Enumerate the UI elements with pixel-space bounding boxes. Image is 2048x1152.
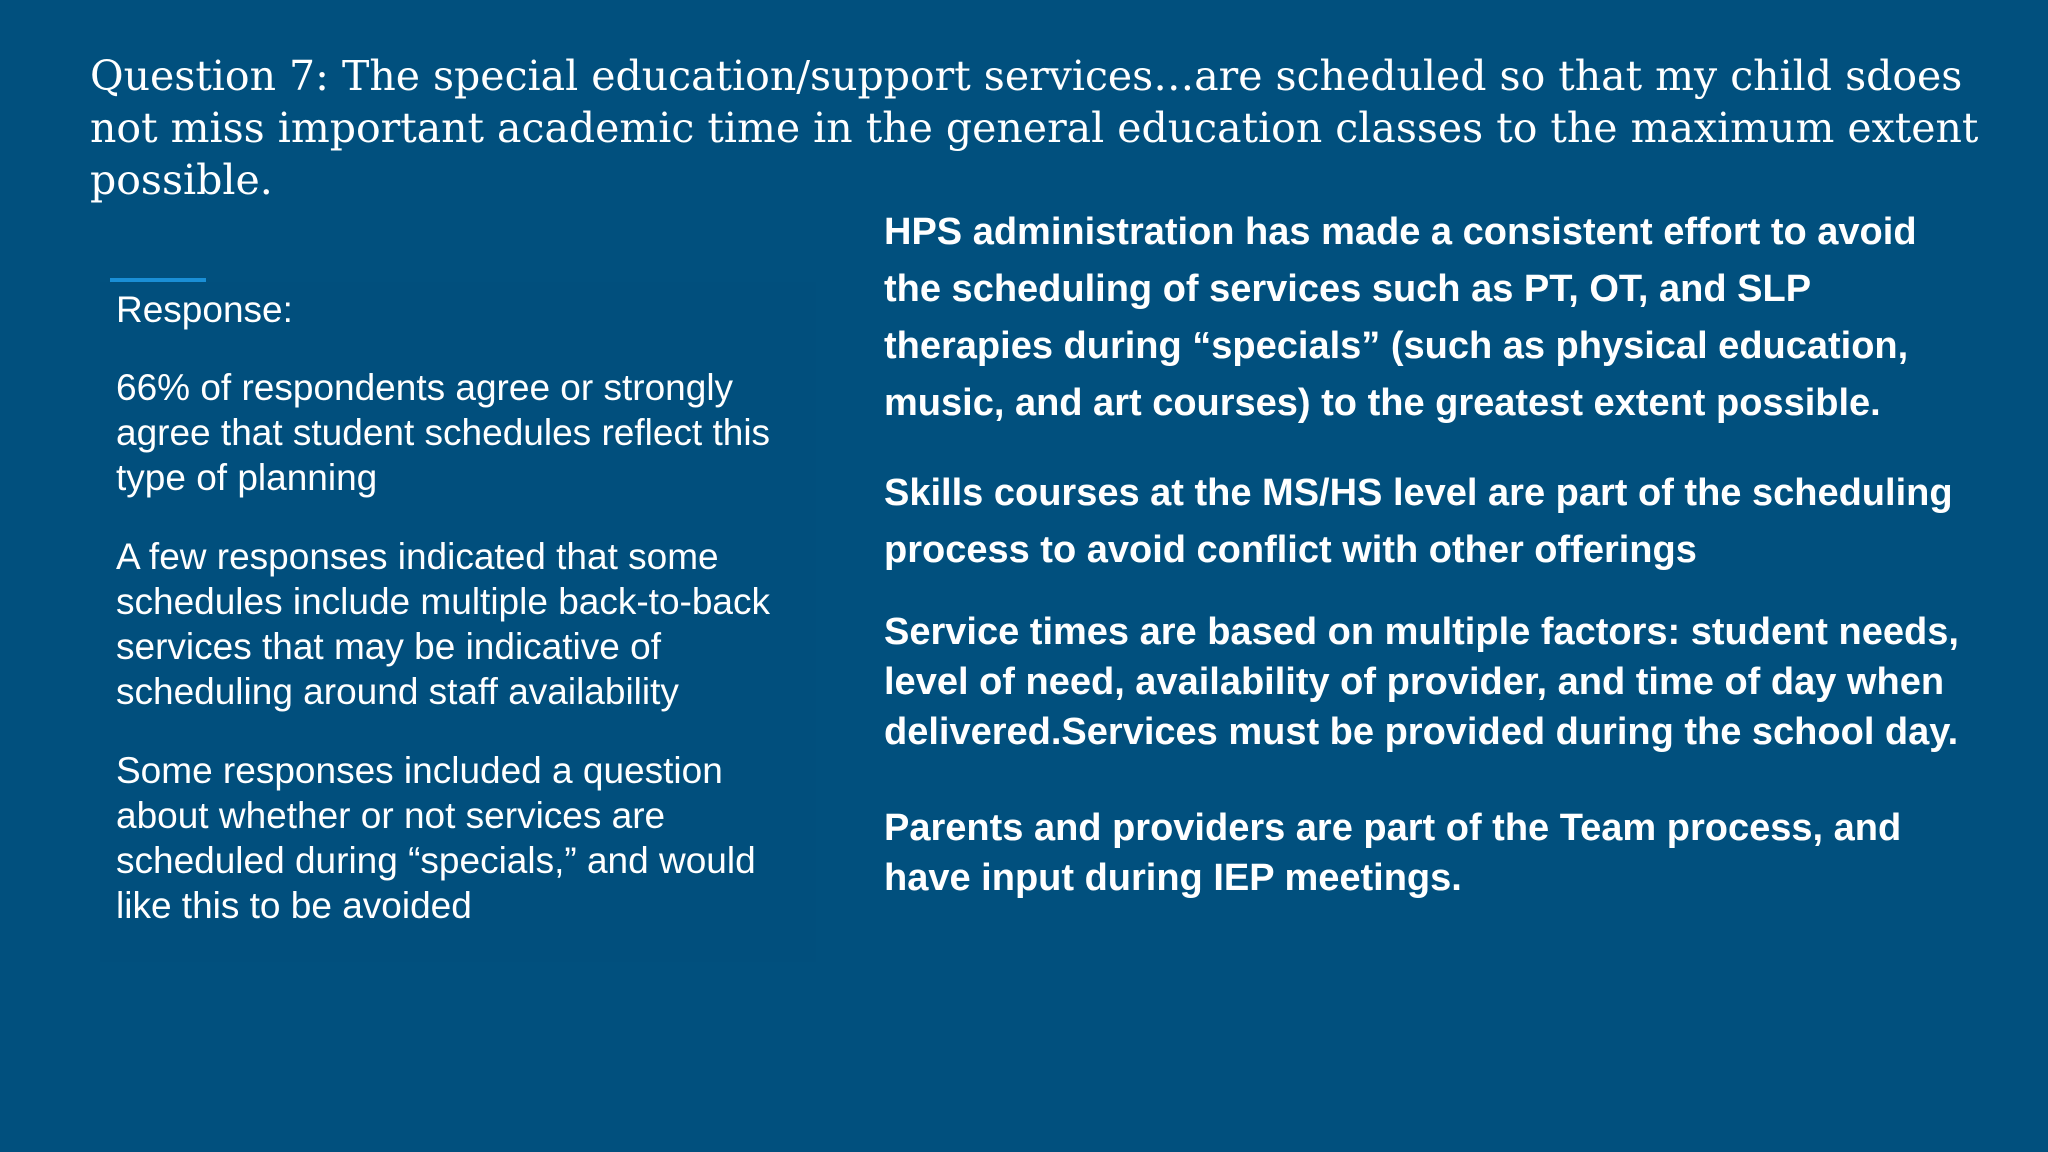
district-paragraph-1: HPS administration has made a consistent effort to avoid the scheduling of services such as PT, OT, and SLP therapies during “specials” (such as physical education, music, and art courses) to the greatest extent possible.	[884, 211, 1917, 424]
response-heading: Response:	[116, 289, 293, 330]
response-panel	[100, 282, 816, 962]
district-response	[884, 204, 1964, 903]
slide-title: Question 7: The special education/support services…are scheduled so that my child sdoes not miss important academic time in the general education classes to the maximum extent possible.	[90, 52, 1979, 204]
district-paragraph-3: Service times are based on multiple factors: student needs, level of need, availability of provider, and time of day when delivered.Services must be provided during the school day.	[884, 611, 1959, 753]
response-paragraph-1: 66% of respondents agree or strongly agree that student schedules reflect this type of planning	[116, 367, 771, 498]
response-paragraph-3: Some responses included a question about whether or not services are scheduled during “specials,” and would like this to be avoided	[116, 750, 756, 926]
district-paragraph-2: Skills courses at the MS/HS level are part of the scheduling process to avoid conflict with other offerings	[884, 472, 1953, 571]
response-paragraph-2: A few responses indicated that some schedules include multiple back-to-back services that may be indicative of scheduling around staff availability	[116, 536, 771, 712]
district-paragraph-4: Parents and providers are part of the Team process, and have input during IEP meetings.	[884, 807, 1902, 899]
